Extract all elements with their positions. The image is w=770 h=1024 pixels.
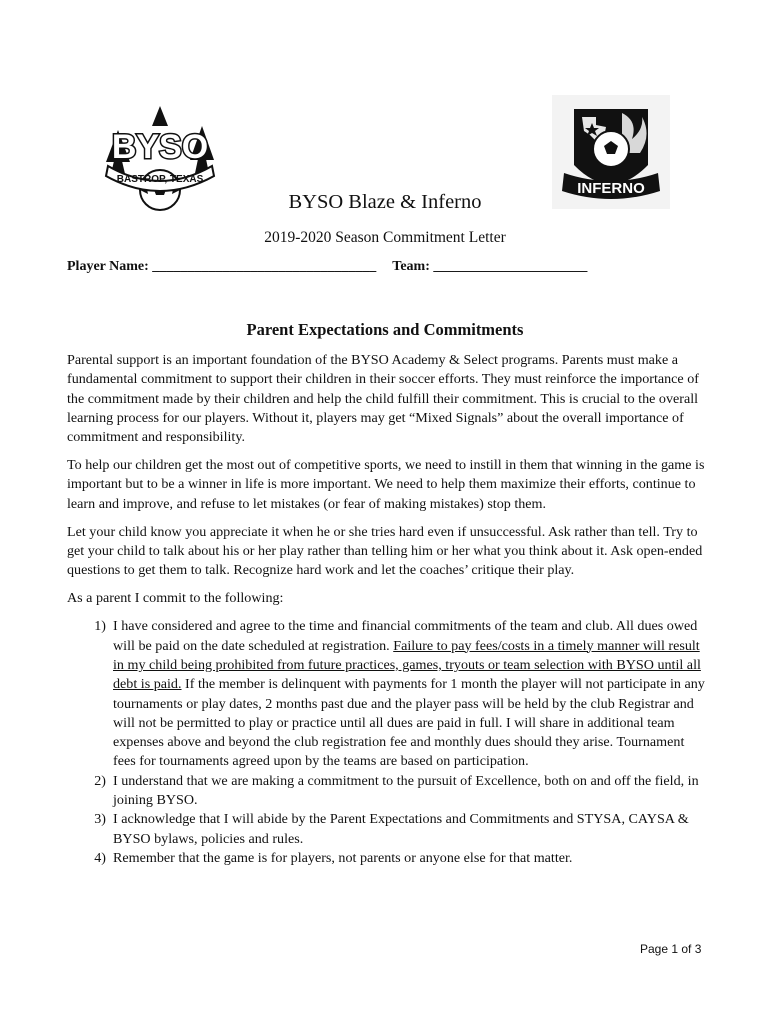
player-name-field[interactable]: Player Name: ________________________________ bbox=[67, 259, 377, 274]
paragraph: Let your child know you appreciate it when he or she tries hard even if unsuccessful. Ask rather than tell. Try to get your child to talk about his or her play rather than telling him or her what you think about it. Ask open-ended questions to get them to talk. Recognize hard work and let the coaches’ critique their play. bbox=[67, 523, 703, 579]
byso-logo-text: BYSO bbox=[111, 128, 209, 166]
document-body bbox=[67, 351, 705, 868]
form-fields bbox=[67, 259, 587, 275]
paragraph: As a parent I commit to the following: bbox=[67, 590, 284, 607]
underlined-policy: Failure to pay fees/costs in a timely manner will result in my child being prohibited from future practices, games, tryouts or team selection with BYSO until all debt is paid. bbox=[113, 637, 701, 693]
team-field[interactable]: Team: ______________________ bbox=[392, 259, 588, 274]
section-heading: Parent Expectations and Commitments bbox=[246, 320, 524, 339]
document-title: BYSO Blaze & Inferno bbox=[288, 191, 482, 213]
list-item: 3. I acknowledge that I will abide by the Parent Expectations and Commitments and STYSA, CAYSA & BYSO bylaws, policies and rules. bbox=[113, 810, 705, 849]
page-number: Page 1 of 3 bbox=[640, 942, 702, 956]
document-subtitle: 2019-2020 Season Commitment Letter bbox=[264, 229, 506, 246]
list-item: 2. I understand that we are making a commitment to the pursuit of Excellence, both on and off the field, in joining BYSO. bbox=[113, 772, 705, 811]
list-item: 4. Remember that the game is for players, not parents or anyone else for that matter. bbox=[113, 849, 705, 868]
paragraph: Parental support is an important foundation of the BYSO Academy & Select programs. Parents must make a fundamental commitment to support their children in their soccer efforts. They must reinforce the importance of the commitment made by their children and help the child fulfill their commitment. This is crucial to the overall learning process for our players. Without it, players may get “Mixed Signals” about the overall importance of commitment and responsibility. bbox=[67, 352, 699, 446]
list-item: 1. I have considered and agree to the time and financial commitments of the team and club. All dues owed will be paid on the date scheduled at registration. Failure to pay fees/costs in a timely manner will result in my child being prohibited from future practices, games, tryouts or team selection with BYSO until all debt is paid. If the member is delinquent with payments for 1 month the player will not participate in any tournaments or play dates, 2 months past due and the player pass will be held by the club Registrar and will not be permitted to play or practice until all dues are paid in full. I will share in additional team expenses above and beyond the club registration fee and monthly dues should they arise. Tournament fees for tournaments agreed upon by the teams are based on participation. bbox=[113, 617, 705, 771]
byso-logo-subtext: BASTROP, TEXAS bbox=[116, 174, 204, 185]
commitment-list bbox=[67, 617, 705, 868]
inferno-logo-text: INFERNO bbox=[577, 180, 645, 197]
paragraph: To help our children get the most out of competitive sports, we need to instill in them that winning in the game is important but to be a winner in life is more important. We need to help them maximize their efforts, continue to learn and improve, and refuse to let mistakes (or fear of making mistakes) stop them. bbox=[67, 457, 705, 512]
